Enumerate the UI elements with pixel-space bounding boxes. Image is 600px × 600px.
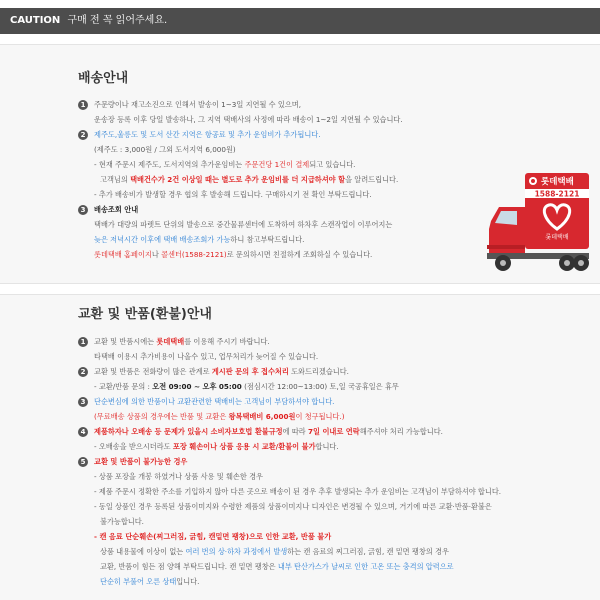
tracking-line1: 택배가 대량의 파렛트 단위의 발송으로 중간물류센터에 도착하여 하차후 스캔작업이 이루어지는 bbox=[94, 220, 393, 229]
exchange-item-4-post: 해주셔야 처리 가능합니다. bbox=[359, 427, 443, 436]
shipping-item-2-line1: 제주도,울릉도 및 도서 산간 지역은 항공료 및 추가 운임비가 추가됩니다. bbox=[94, 130, 321, 139]
shipping-item-1-line2: 운송장 등록 이후 당일 발송하나, 그 지역 택배사의 사정에 따라 배송이 1~2일 지연될 수 있습니다. bbox=[94, 115, 403, 124]
exchange-item-5-line6-blue: 여러 번의 상·하차 과정에서 발생 bbox=[185, 547, 288, 556]
step-number-badge: 4 bbox=[78, 427, 88, 437]
shipping-line-a bbox=[94, 160, 355, 170]
exchange-item-5-line8-blue: 단순히 부풀어 오른 상태 bbox=[100, 577, 177, 586]
truck-phone-text: 1588-2121 bbox=[534, 189, 580, 199]
step-number-badge: 1 bbox=[78, 100, 88, 110]
step-number-badge: 1 bbox=[78, 337, 88, 347]
exchange-item-4-sub-red: 포장 훼손이나 상품 응용 시 교환/환불이 불가 bbox=[172, 442, 316, 451]
exchange-item-2 bbox=[94, 367, 349, 377]
tracking-mid: 나 bbox=[151, 250, 162, 259]
exchange-item-4-red: 제품하자나 오배송 등 문제가 있을시 소비자보호법 환불규정 bbox=[94, 427, 283, 436]
exchange-item-1-sub: 타택배 이용시 추가비용이 나올수 있고, 업무처리가 늦어질 수 있습니다. bbox=[94, 352, 319, 361]
tracking-line3 bbox=[94, 250, 372, 260]
step-number-badge: 2 bbox=[78, 130, 88, 140]
step-number-badge: 3 bbox=[78, 397, 88, 407]
exchange-item-5-line6-post: 하는 캔 음료의 찌그러짐, 긁힘, 캔 밑면 팽창의 경우 bbox=[287, 547, 449, 556]
exchange-item-5-line8-post: 입니다. bbox=[176, 577, 200, 586]
tracking-homepage: 롯데택배 홈페이지 bbox=[94, 250, 152, 259]
exchange-item-4-mid: 에 따라 bbox=[282, 427, 309, 436]
exchange-item-5-line8 bbox=[100, 577, 199, 587]
tracking-line2 bbox=[94, 235, 304, 245]
exchange-item-5-line7-pre: 교환, 반품이 힘든 점 양해 부탁드립니다. 캔 밑면 팽창은 bbox=[100, 562, 278, 571]
exchange-item-3-sub bbox=[94, 412, 345, 422]
exchange-item-5-line7 bbox=[100, 562, 454, 572]
shipping-line-b bbox=[100, 175, 398, 185]
step-number-badge: 5 bbox=[78, 457, 88, 467]
exchange-item-5-line6 bbox=[100, 547, 449, 557]
tracking-end: 로 문의하시면 친절하게 조회하실 수 있습니다. bbox=[226, 250, 373, 259]
exchange-item-4-sub-pre: - 오배송을 받으시더라도 bbox=[94, 442, 173, 451]
step-number-badge: 3 bbox=[78, 205, 88, 215]
shipping-line-b-pre: 고객님의 bbox=[100, 175, 131, 184]
truck-side-text: 롯데택배 bbox=[545, 234, 569, 241]
exchange-item-2-red: 게시판 문의 후 접수처리 bbox=[211, 367, 289, 376]
exchange-item-5-line4: 불가능합니다. bbox=[100, 517, 144, 526]
exchange-item-5-line2: - 제품 주문시 정확한 주소를 기입하지 않아 다른 곳으로 배송이 된 경우 추후 발생되는 추가 운임비는 고객님이 부담하셔야 합니다. bbox=[94, 487, 502, 496]
tracking-line2-post: 하니 참고부탁드립니다. bbox=[230, 235, 305, 244]
exchange-item-2-hours: 오전 09:00 ~ 오후 05:00 bbox=[152, 382, 242, 391]
exchange-item-5-title: 교환 및 반품이 불가능한 경우 bbox=[94, 457, 188, 466]
exchange-item-5-line6-pre: 상품 내용물에 이상이 없는 bbox=[100, 547, 186, 556]
caution-label: CAUTION bbox=[10, 15, 61, 26]
shipping-section bbox=[0, 44, 600, 284]
shipping-item-1-line1: 주문량이나 재고소진으로 인해서 발송이 1~3일 지연될 수 있으며, bbox=[94, 100, 302, 109]
shipping-line-a-pre: - 현재 주문시 제주도, 도서지역의 추가운임비는 bbox=[94, 160, 245, 169]
exchange-item-4-sub bbox=[94, 442, 339, 452]
exchange-item-3-sub-red: 왕복택배비 6,000원 bbox=[228, 412, 296, 421]
exchange-item-2-sub-post: (점심시간 12:00~13:00) 토,일 국공휴일은 휴무 bbox=[241, 382, 399, 391]
exchange-item-1-pre: 교환 및 반품시에는 bbox=[94, 337, 157, 346]
tracking-line2-blue: 늦은 저녁시간 이후에 택배 배송조회가 가능 bbox=[94, 235, 231, 244]
exchange-item-3: 단순변심에 의한 반품이나 교환관련한 택배비는 고객님이 부담하셔야 합니다. bbox=[94, 397, 335, 406]
step-number-badge: 2 bbox=[78, 367, 88, 377]
delivery-truck-illustration bbox=[485, 173, 591, 283]
exchange-item-4-red2: 7일 이내로 연락 bbox=[308, 427, 360, 436]
truck-brand-text: 롯데택배 bbox=[541, 177, 574, 187]
exchange-item-5-can-notice: - 캔 음료 단순훼손(찌그러짐, 긁힘, 캔밑면 팽창)으로 인한 교환, 반품 불가 bbox=[94, 532, 332, 541]
exchange-item-2-sub-pre: - 교환/반품 문의 : bbox=[94, 382, 153, 391]
shipping-line-c: - 추가 배송비가 발생할 경우 협의 후 발송해 드립니다. 구매하시기 전 확인 부탁드립니다. bbox=[94, 190, 372, 199]
tracking-title: 배송조회 안내 bbox=[94, 205, 139, 214]
shipping-title: 배송안내 bbox=[78, 71, 129, 86]
exchange-item-5-line3: - 동일 상품인 경우 등록된 상품이미지와 수령한 제품의 상품이미지나 디자인은 변경될 수 있으며, 거기에 따른 교환·반품·환불은 bbox=[94, 502, 492, 511]
shipping-line-b-red: 택배건수가 2건 이상일 때는 별도로 추가 운임비를 더 지급하셔야 할 bbox=[130, 175, 346, 184]
exchange-item-1 bbox=[94, 337, 270, 347]
exchange-item-5-line7-blue: 내부 탄산가스가 날씨로 인한 고온 또는 충격의 압력으로 bbox=[277, 562, 454, 571]
exchange-item-3-sub-post: 이 청구됩니다.) bbox=[295, 412, 345, 421]
exchange-item-2-sub bbox=[94, 382, 399, 392]
exchange-title: 교환 및 반품(환불)안내 bbox=[78, 307, 212, 322]
shipping-line-a-red: 주문건당 1건이 결제 bbox=[244, 160, 310, 169]
exchange-item-1-post: 를 이용해 주시기 바랍니다. bbox=[184, 337, 270, 346]
exchange-section bbox=[0, 294, 600, 600]
exchange-item-5-line1: - 상품 포장을 개봉 하였거나 상품 사용 및 훼손한 경우 bbox=[94, 472, 263, 481]
shipping-line-b-post: 을 알려드립니다. bbox=[345, 175, 399, 184]
tracking-callcenter: 콜센터(1588-2121) bbox=[161, 250, 227, 259]
exchange-item-2-post: 도와드리겠습니다. bbox=[288, 367, 349, 376]
exchange-item-2-pre: 교환 및 반품은 전화량이 많은 관계로 bbox=[94, 367, 212, 376]
caution-text: 구매 전 꼭 읽어주세요. bbox=[67, 15, 168, 26]
exchange-item-4-sub-post: 합니다. bbox=[315, 442, 339, 451]
caution-bar bbox=[0, 8, 600, 34]
shipping-fee-note: (제주도 : 3,000원 / 그외 도서지역 6,000원) bbox=[94, 145, 236, 154]
shipping-line-a-post: 되고 있습니다. bbox=[309, 160, 356, 169]
exchange-item-1-red: 롯데택배 bbox=[156, 337, 185, 346]
exchange-item-4 bbox=[94, 427, 443, 437]
exchange-item-3-sub-pre: (무료배송 상품의 경우에는 반품 및 교환은 bbox=[94, 412, 229, 421]
